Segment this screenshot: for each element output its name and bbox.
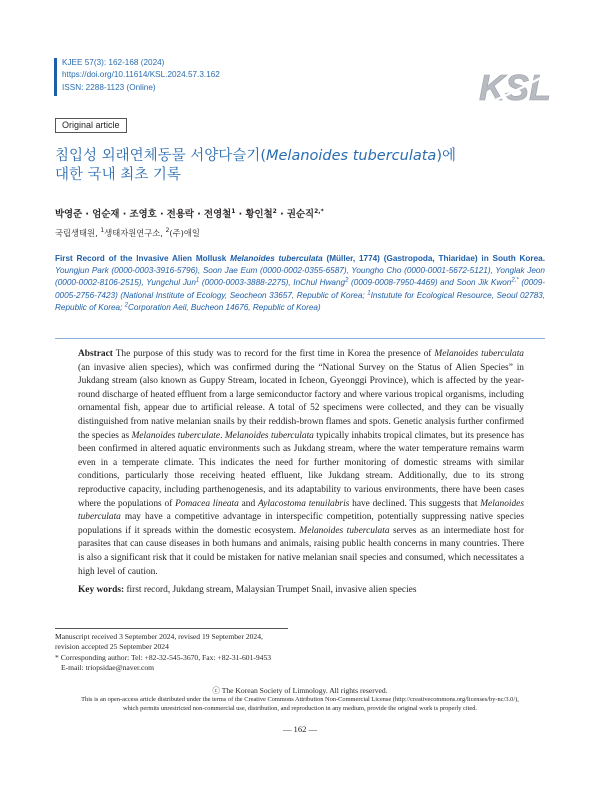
footnote-accepted: revision accepted 25 September 2024 (55, 642, 169, 652)
footnote-divider (55, 628, 288, 629)
keywords-text: first record, Jukdang stream, Malaysian Trumpet Snail, invasive alien species (124, 585, 417, 595)
authors-ko-sup3: 2,* (314, 207, 324, 215)
page-number: — 162 — (282, 724, 318, 734)
english-title: First Record of the Invasive Alien Mollusk Melanoides tuberculata (Müller, 1774) (Gastropoda, Thiaridae) in South Korea. (55, 254, 545, 263)
authors-ko-part3: · 권순직 (276, 209, 315, 220)
abstract-label: Abstract (78, 349, 113, 359)
keywords (78, 585, 524, 595)
title-line2: 대한 국내 최초 기록 (55, 167, 181, 183)
abstract: Abstract The purpose of this study was to record for the first time in Korea the presence of Melanoides tuberculata (an invasive alien species), which was confirmed during the “National Survey on the Status of Alien Species” in Jukdang stream (also known as Guppy Stream, located in Icheon, Gyeonggi Province), which is affected by the year-round discharge of heated effluent from a large semiconductor factory and where various tropical organisms, including ornamental fish, appear due to artificial release. A total of 52 specimens were collected, and they can be visually distinguished from native melanian snails by their reddish-brown flames and spots. Genetic analysis further confirmed the species as Melanoides tuberculate. Melanoides tuberculata typically inhabits tropical climates, but its presence has been confirmed in altered aquatic environments such as Jukdang stream, where the water temperature remains warm even in a temperate climate. This indicates the need for further monitoring of domestic streams with similar conditions, particularly those receiving heated effluent, like Jukdang stream. Additionally, due to its strong reproductive capacity, including parthenogenesis, and its adaptability to various environments, there have been cases where the populations of Pomacea lineata and Aylacostoma tenuilabris have declined. This suggests that Melanoides tuberculata may have a competitive advantage in interspecific competition, potentially suppressing native species populations if it spreads within the domestic ecosystem. Melanoides tuberculata serves as an intermediate host for parasites that can cause diseases in both humans and animals, raising public health concerns in many countries. There is also a significant risk that it could be mistaken for native melanian snail species and consumed, which necessitates a high level of caution. (78, 349, 524, 577)
section-divider (55, 338, 545, 339)
journal-doi-link[interactable]: https://doi.org/10.11614/KSL.2024.57.3.162 (62, 70, 220, 80)
journal-issn: ISSN: 2288-1123 (Online) (62, 82, 156, 92)
authors-ko-sup2: 2 (272, 207, 277, 215)
affil-ko-a: 국립생태원, (55, 228, 101, 238)
authors-korean (55, 206, 324, 220)
title-species: Melanoides tuberculata (265, 148, 437, 164)
title-part2: )에 (436, 148, 456, 164)
journal-citation: KJEE 57(3): 162-168 (2024) (62, 58, 165, 67)
license-line2: which permits unrestricted non-commercial use, distribution, and reproduction in any medium, provide the original work is properly cited. (122, 704, 478, 712)
copyright: ⓒ The Korean Society of Limnology. All rights reserved. (212, 686, 388, 695)
article-type-badge: Original article (55, 118, 127, 133)
footnote-email[interactable]: E-mail: triopsidae@naver.com (61, 663, 155, 673)
article-title-korean (55, 147, 555, 185)
affiliations-korean (55, 227, 200, 239)
license-text (45, 696, 555, 714)
footnote-received: Manuscript received 3 September 2024, revised 19 September 2024, (55, 632, 263, 641)
footnote-corresponding: * Corresponding author: Tel: +82-32-545-3670, Fax: +82-31-601-9453 (55, 652, 272, 662)
english-title-authors (55, 253, 545, 314)
authors-ko-sup1: 1 (231, 207, 236, 215)
footnote (55, 632, 271, 674)
title-part1: 침입성 외래연체동물 서양다슬기( (55, 148, 266, 164)
authors-ko-part2: · 황인철 (235, 209, 273, 220)
affil-ko-b: 생태자원연구소, (104, 228, 166, 238)
license-line1: This is an open-access article distributed under the terms of the Creative Commons Attribution Non-Commercial License (http://creativecommons.org/licenses/by-nc/3.0/), (81, 696, 519, 703)
journal-info (62, 57, 220, 94)
header-accent-bar (54, 58, 57, 96)
authors-ko-part1: 박영준 · 엄순재 · 조영호 · 전용락 · 전영철 (55, 209, 232, 220)
keywords-label: Key words: (78, 585, 125, 595)
affil-ko-c: (주)애일 (169, 228, 200, 238)
affil-ko-sup1: 1 (100, 227, 105, 235)
ksl-logo-text: KSL (479, 67, 551, 108)
english-authors: Youngjun Park (0000-0003-3916-5796), Soon Jae Eum (0000-0002-0355-6587), Youngho Cho (0000-0001-5672-5121), Yonglak Jeon (0000-0002-8106-2515), Yungchul Jun$^1$ (0000-0003-3888-2275), InChul Hwang$^2$ (0009-0008-7950-4469) and Soon Jik Kwon$^{2,*}$ (0009-0005-2756-7423) (National Institute of Ecology, Seocheon 33657, Republic of Korea; $^1$Instutute for Ecological Resource, Seoul 02783, Republic of Korea; $^2$Corporation Aeil, Bucheon 14676, Republic of Korea) (55, 266, 546, 312)
ksl-logo (478, 62, 552, 110)
affil-ko-sup2: 2 (165, 227, 170, 235)
